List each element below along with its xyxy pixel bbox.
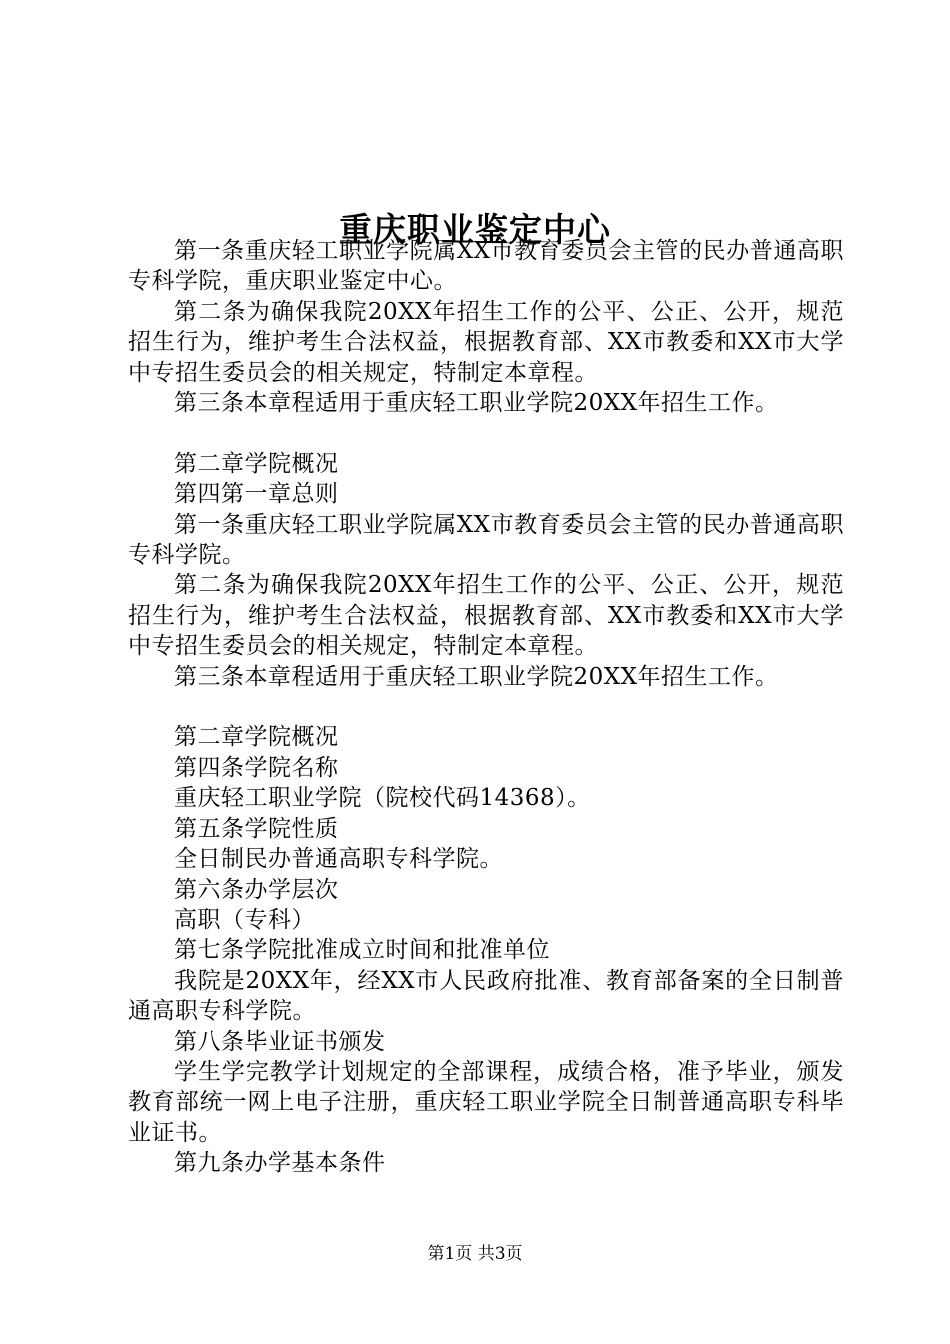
paragraph: 第三条本章程适用于重庆轻工职业学院20XX年招生工作。: [174, 390, 779, 417]
paragraph: 学生学完教学计划规定的全部课程，成绩合格，准予毕业，颁发教育部统一网上电子注册，重庆轻工职业学院全日制普通高职专科毕业证书。: [128, 1058, 844, 1146]
paragraph: 高职（专科）: [174, 906, 315, 933]
paragraph: 我院是20XX年，经XX市人民政府批准、教育部备案的全日制普通高职专科学院。: [128, 967, 844, 1025]
paragraph: 全日制民办普通高职专科学院。: [174, 846, 503, 873]
paragraph: 第五条学院性质: [174, 815, 339, 842]
paragraph: 第二条为确保我院20XX年招生工作的公平、公正、公开，规范招生行为，维护考生合法权益，根据教育部、XX市教委和XX市大学中专招生委员会的相关规定，特制定本章程。: [128, 572, 844, 660]
paragraph: 第一条重庆轻工职业学院属XX市教育委员会主管的民办普通高职专科学院。: [128, 511, 844, 569]
paragraph: 第二条为确保我院20XX年招生工作的公平、公正、公开，规范招生行为，维护考生合法权益，根据教育部、XX市教委和XX市大学中专招生委员会的相关规定，特制定本章程。: [128, 298, 844, 386]
document-body: [128, 236, 844, 1179]
paragraph: 重庆轻工职业学院（院校代码14368）。: [174, 785, 591, 812]
paragraph: 第七条学院批准成立时间和批准单位: [174, 937, 550, 964]
paragraph: 第九条办学基本条件: [174, 1150, 386, 1177]
paragraph: 第六条办学层次: [174, 876, 339, 903]
paragraph: 第一条重庆轻工职业学院属XX市教育委员会主管的民办普通高职专科学院，重庆职业鉴定中心。: [128, 238, 844, 295]
paragraph: 第四第一章总则: [174, 481, 339, 508]
paragraph-gap: [128, 418, 844, 448]
page-footer: 第1页 共3页: [427, 1244, 523, 1264]
paragraph: 第八条毕业证书颁发: [174, 1028, 386, 1055]
document-title: 重庆职业鉴定中心: [339, 210, 611, 250]
paragraph: 第二章学院概况: [174, 724, 339, 751]
paragraph-gap: [128, 692, 844, 722]
paragraph: 第二章学院概况: [174, 450, 339, 477]
paragraph: 第三条本章程适用于重庆轻工职业学院20XX年招生工作。: [174, 663, 779, 690]
paragraph: 第四条学院名称: [174, 754, 339, 781]
